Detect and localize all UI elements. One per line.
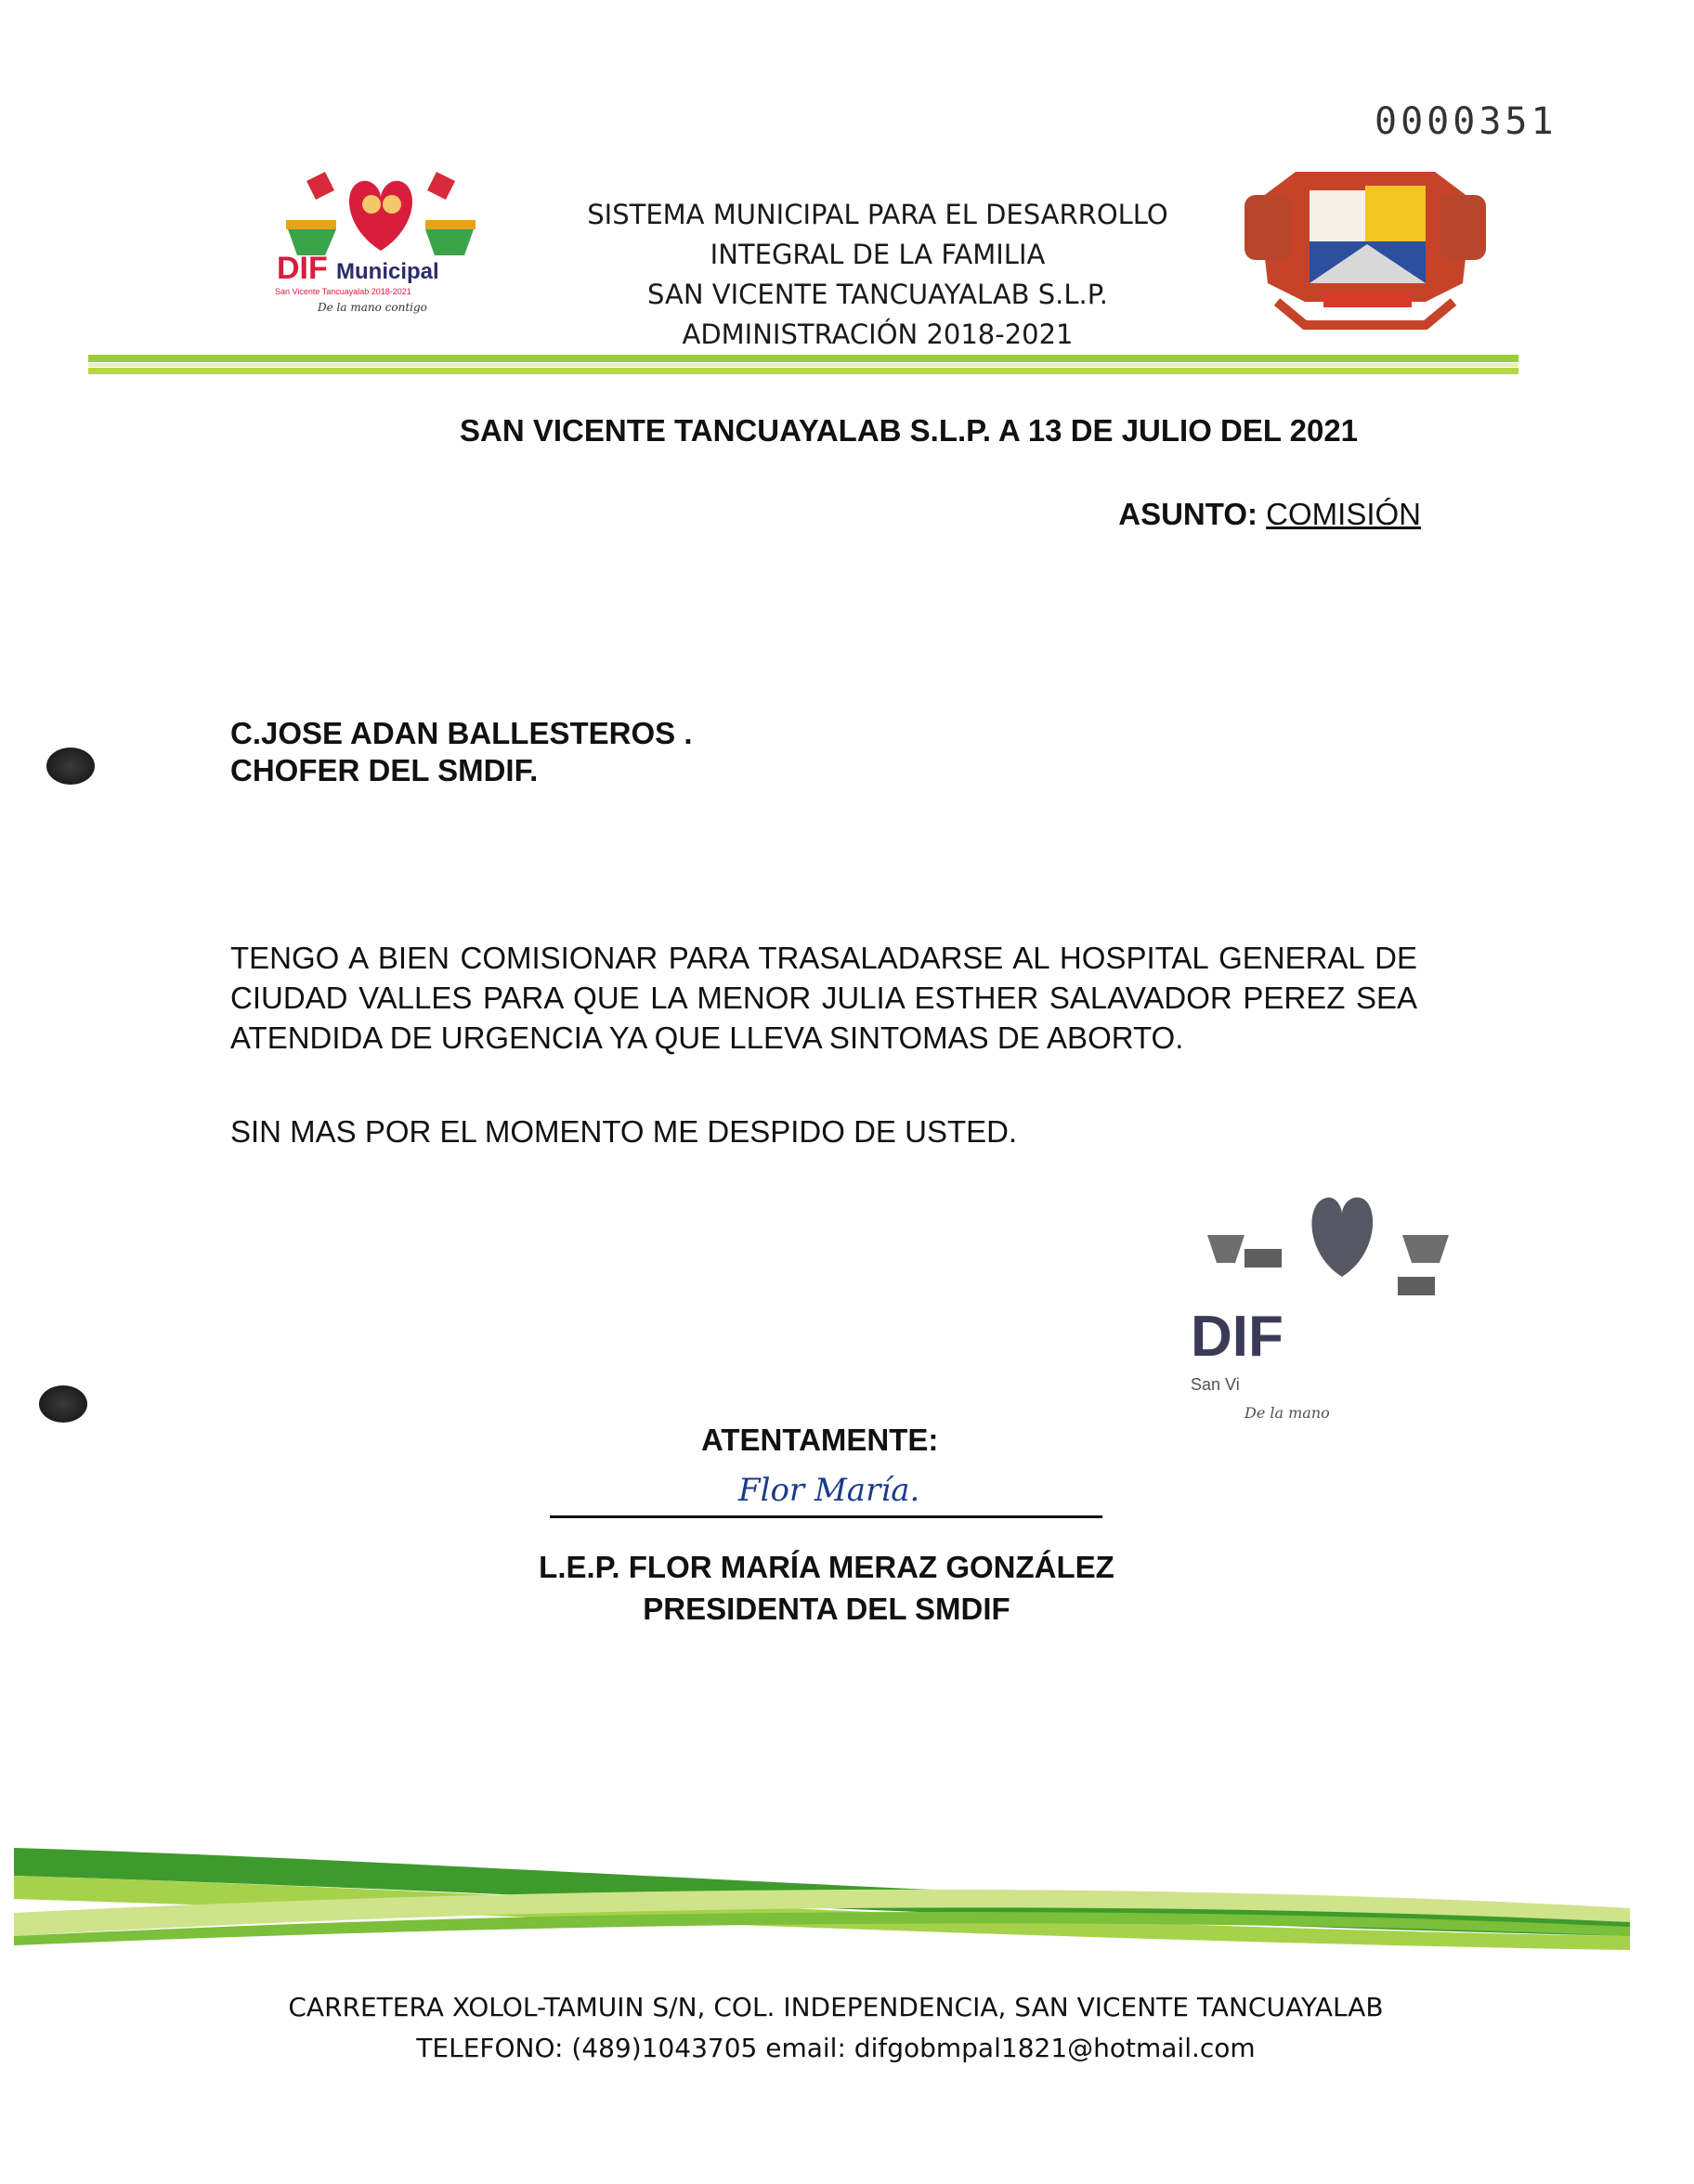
signer-name: L.E.P. FLOR MARÍA MERAZ GONZÁLEZ [539,1550,1114,1584]
recipient-name: C.JOSE ADAN BALLESTEROS . [230,716,693,750]
letter-body: TENGO A BIEN COMISIONAR PARA TRASALADARSE AL HOSPITAL GENERAL DE CIUDAD VALLES PARA QUE LA MENOR JULIA ESTHER SALAVADOR PEREZ SEA ATENDIDA DE URGENCIA YA QUE LLEVA SINTOMAS DE ABORTO. [230,941,1417,1055]
stamp-brand: DIF [1191,1305,1284,1369]
punch-hole [39,1385,87,1423]
header-line-2: INTEGRAL DE LA FAMILIA [710,239,1046,270]
municipal-coat-of-arms [1240,144,1491,339]
header-line-4: ADMINISTRACIÓN 2018-2021 [682,318,1074,350]
recipient-block [230,715,693,789]
header-line-1: SISTEMA MUNICIPAL PARA EL DESARROLLO [587,199,1168,230]
date-line: SAN VICENTE TANCUAYALAB S.L.P. A 13 DE JULIO DEL 2021 [460,413,1359,448]
footer-contact-line: TELEFONO: (489)1043705 email: difgobmpal1821@hotmail.com [416,2033,1256,2063]
logo-line: San Vicente Tancuayalab 2018-2021 [275,287,411,296]
official-stamp [1179,1175,1500,1425]
logo-word: Municipal [336,259,439,284]
sign-off: ATENTAMENTE: [701,1423,939,1457]
header-line-3: SAN VICENTE TANCUAYALAB S.L.P. [647,279,1108,310]
closing-line: SIN MAS POR EL MOMENTO ME DESPIDO DE USTED. [230,1114,1018,1149]
footer-contact [186,1987,1486,2069]
footer-swoosh [14,1848,1630,1973]
footer-address: CARRETERA XOLOL-TAMUIN S/N, COL. INDEPENDENCIA, SAN VICENTE TANCUAYALAB [288,1992,1384,2022]
stamp-line: San Vi [1191,1375,1240,1394]
institution-header [520,195,1235,355]
signer-block [464,1546,1189,1630]
dif-municipal-logo [269,162,492,320]
folio-number: 0000351 [1375,100,1557,143]
signature-line [550,1515,1102,1518]
subject-value: COMISIÓN [1266,497,1421,531]
subject-line [1118,497,1421,532]
signer-title: PRESIDENTA DEL SMDIF [643,1592,1010,1626]
punch-hole [46,748,95,785]
stamp-slogan: De la mano [1244,1404,1330,1422]
logo-slogan: De la mano contigo [318,301,427,314]
subject-label: ASUNTO: [1118,497,1267,531]
handwritten-signature: Flor María. [738,1472,920,1509]
logo-brand: DIF [277,251,328,286]
header-divider [88,355,1518,375]
recipient-role: CHOFER DEL SMDIF. [230,753,539,787]
